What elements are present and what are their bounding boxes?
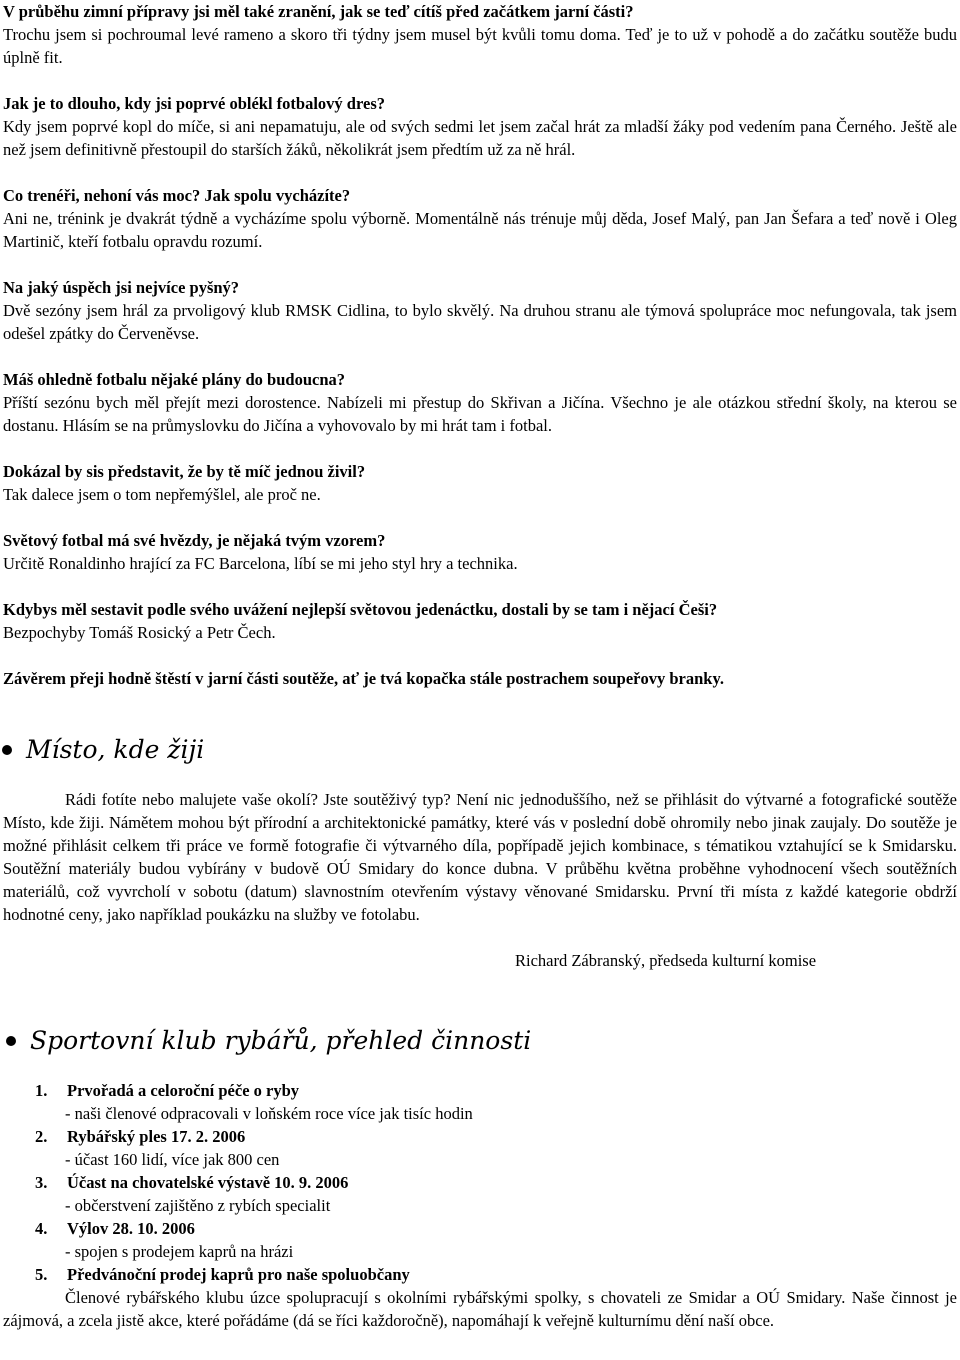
list-item-title <box>3 1125 957 1148</box>
list-item-number: 5. <box>35 1265 48 1284</box>
interview-qa-7 <box>3 598 957 644</box>
interview-answer: Tak dalece jsem o tom nepřemýšlel, ale proč ne. <box>3 485 321 504</box>
interview-qa-5 <box>3 460 957 506</box>
interview-question: V průběhu zimní přípravy jsi měl také zranění, jak se teď cítíš před začátkem jarní části? <box>3 2 634 21</box>
misto-signature: Richard Zábranský, předseda kulturní komise <box>515 951 817 970</box>
list-item <box>3 1171 957 1217</box>
interview-intro <box>3 0 957 69</box>
document-page <box>3 0 957 1332</box>
rybari-closing-paragraph: Členové rybářského klubu úzce spolupracují s okolními rybářskými spolky, s chovateli ze Smidar a OÚ Smidary. Naše činnost je zájmová, a zcela jistě akce, které pořádáme (dá se říci každoročně), napomáhají k veřejně kulturnímu dění naší obce. <box>3 1288 957 1330</box>
bullet-icon <box>6 1036 16 1046</box>
list-item-number: 3. <box>35 1173 48 1192</box>
section-heading-text: Místo, kde žiji <box>26 735 205 764</box>
interview-question: Kdybys měl sestavit podle svého uvážení nejlepší světovou jedenáctku, dostali by se tam i nějací Češi? <box>3 600 718 619</box>
rybari-activity-list <box>3 1079 957 1332</box>
list-item-number: 1. <box>35 1081 48 1100</box>
interview-qa-1 <box>3 92 957 161</box>
list-item-title-text: Rybářský ples 17. 2. 2006 <box>67 1127 246 1146</box>
list-item-desc: - účast 160 lidí, více jak 800 cen <box>65 1150 280 1169</box>
list-item-title-text: Výlov 28. 10. 2006 <box>67 1219 195 1238</box>
list-item <box>3 1263 957 1332</box>
interview-question: Jak je to dlouho, kdy jsi poprvé oblékl fotbalový dres? <box>3 94 385 113</box>
interview-answer: Kdy jsem poprvé kopl do míče, si ani nepamatuju, ale od svých sedmi let jsem začal hrát za mladší žáky pod vedením pana Černého. Ještě ale než jsem definitivně přestoupil do starších žáků, několikrát jsem předtím už za ně hrál. <box>3 117 957 159</box>
list-item <box>3 1217 957 1263</box>
interview-question: Máš ohledně fotbalu nějaké plány do budoucna? <box>3 370 345 389</box>
list-item-title-text: Prvořadá a celoroční péče o ryby <box>67 1081 300 1100</box>
interview-question: Světový fotbal má své hvězdy, je nějaká tvým vzorem? <box>3 531 386 550</box>
interview-qa-3 <box>3 276 957 345</box>
interview-answer: Dvě sezóny jsem hrál za prvoligový klub RMSK Cidlina, to bylo skvělý. Na druhou stranu ale týmová spolupráce moc nefungovala, tak jsem odešel zpátky do Červeněvse. <box>3 301 957 343</box>
interview-question: Co trenéři, nehoní vás moc? Jak spolu vycházíte? <box>3 186 351 205</box>
list-item <box>3 1079 957 1125</box>
misto-paragraph: Rádi fotíte nebo malujete vaše okolí? Jste soutěživý typ? Není nic jednoduššího, než se přihlásit do výtvarné a fotografické soutěže Místo, kde žiji. Námětem mohou být přírodní a architektonické památky, které vás v poslední době ohromily nebo jinak zaujaly. Do soutěže je možné přihlásit celkem tři práce ve formě fotografie či výtvarného díla, popřípadě jejich kombinace, s tématikou vztahující se k Smidarsku. Soutěžní materiály budou vybírány v budově OÚ Smidary do konce dubna. V průběhu května proběhne vyhodnocení všech soutěžních materiálů, což vyvrcholí v sobotu (datum) slavnostním otevřením výstavy věnované Smidarsku. První tři místa z každé kategorie obdrží hodnotné ceny, jako například poukázku na služby ve fotolabu. <box>3 790 957 924</box>
list-item-number: 4. <box>35 1219 48 1238</box>
section-heading-misto <box>2 734 957 766</box>
list-item <box>3 1125 957 1171</box>
interview-answer: Určitě Ronaldinho hrající za FC Barcelona, líbí se mi jeho styl hry a technika. <box>3 554 518 573</box>
list-item-desc: - občerstvení zajištěno z rybích specialit <box>65 1196 331 1215</box>
list-item-title <box>3 1079 957 1102</box>
list-item-desc: - naši členové odpracovali v loňském roce více jak tisíc hodin <box>65 1104 473 1123</box>
interview-qa-2 <box>3 184 957 253</box>
interview-qa-4 <box>3 368 957 437</box>
interview-answer: Trochu jsem si pochroumal levé rameno a skoro tři týdny jsem musel být kvůli tomu doma. Teď je to už v pohodě a do začátku soutěže budu úplně fit. <box>3 25 957 67</box>
list-item-title <box>3 1263 957 1286</box>
bullet-icon <box>2 745 12 755</box>
interview-question: Na jaký úspěch jsi nejvíce pyšný? <box>3 278 240 297</box>
list-item-title <box>3 1171 957 1194</box>
interview-answer: Bezpochyby Tomáš Rosický a Petr Čech. <box>3 623 276 642</box>
interview-answer: Ani ne, trénink je dvakrát týdně a vycházíme spolu výborně. Momentálně nás trénuje můj děda, Josef Malý, pan Jan Šefara a teď nově i Oleg Martinič, kteří fotbalu opravdu rozumí. <box>3 209 957 251</box>
list-item-title-text: Předvánoční prodej kaprů pro naše spoluobčany <box>67 1265 410 1284</box>
interview-question: Dokázal by sis představit, že by tě míč jednou živil? <box>3 462 366 481</box>
list-item-desc: - spojen s prodejem kaprů na hrázi <box>65 1242 294 1261</box>
list-item-title <box>3 1217 957 1240</box>
section-heading-text: Sportovní klub rybářů, přehled činnosti <box>30 1026 532 1055</box>
interview-qa-6 <box>3 529 957 575</box>
list-item-title-text: Účast na chovatelské výstavě 10. 9. 2006 <box>67 1173 349 1192</box>
section-heading-rybari <box>6 1025 957 1057</box>
interview-answer: Příští sezónu bych měl přejít mezi dorostence. Nabízeli mi přestup do Skřivan a Jičína. Všechno je ale otázkou střední školy, na kterou se dostanu. Hlásím se na průmyslovku do Jičína a vyhovovalo by mi hrát tam i fotbal. <box>3 393 957 435</box>
list-item-number: 2. <box>35 1127 48 1146</box>
interview-closing: Závěrem přeji hodně štěstí v jarní části soutěže, ať je tvá kopačka stále postrachem soupeřovy branky. <box>3 669 724 688</box>
